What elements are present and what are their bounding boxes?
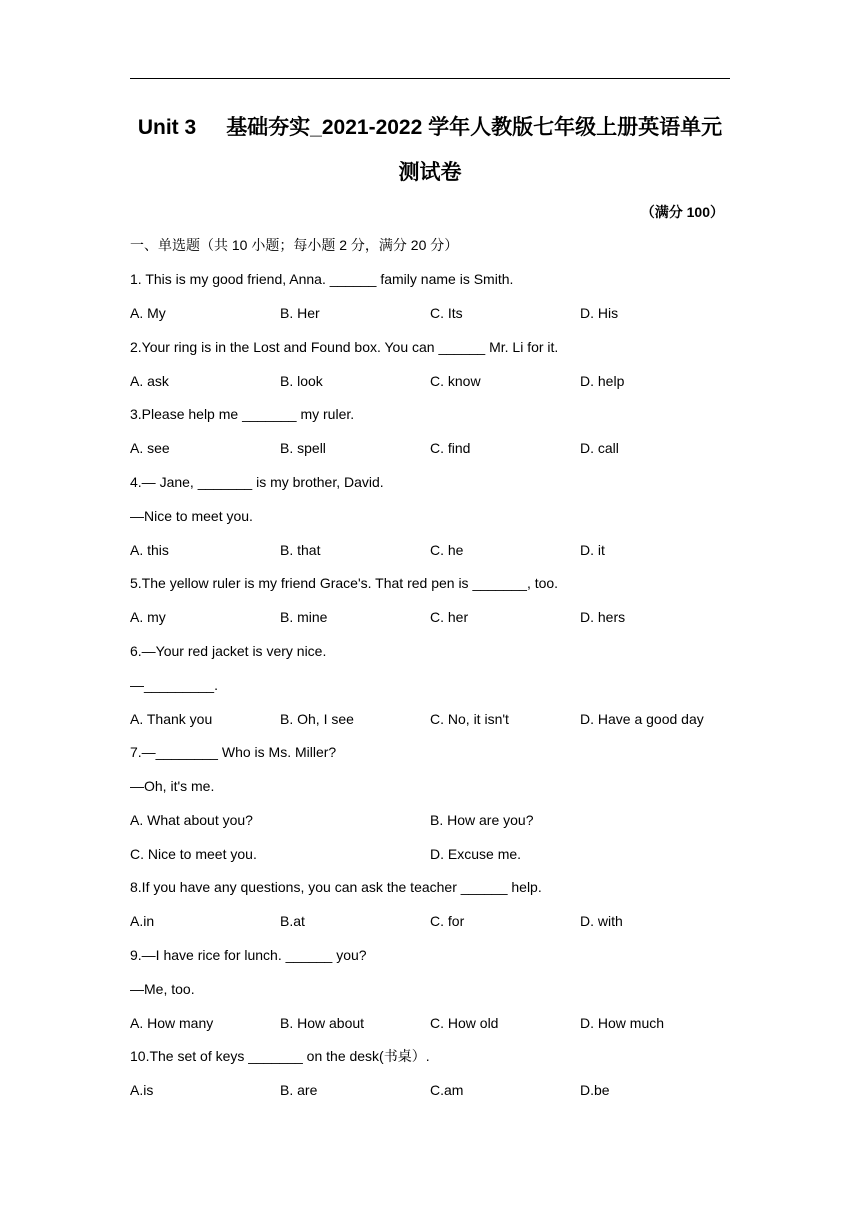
question-9-reply: —Me, too. xyxy=(130,981,195,997)
q2-option-b: B. look xyxy=(280,373,323,389)
q4-option-b: B. that xyxy=(280,542,321,558)
q6-option-b: B. Oh, I see xyxy=(280,711,354,727)
page-title xyxy=(130,113,730,143)
question-6-reply: —_________. xyxy=(130,677,218,693)
header-rule xyxy=(130,78,730,79)
q10-option-d: D.be xyxy=(580,1082,610,1098)
q2-option-d: D. help xyxy=(580,373,625,389)
q1-option-d: D. His xyxy=(580,305,619,321)
q9-option-b: B. How about xyxy=(280,1015,365,1031)
q4-option-d: D. it xyxy=(580,542,605,558)
q7-option-d: D. Excuse me. xyxy=(430,846,522,862)
q10-option-c: C.am xyxy=(430,1082,464,1098)
q8-option-c: C. for xyxy=(430,913,465,929)
q1-option-a: A. My xyxy=(130,305,166,321)
q10-option-b: B. are xyxy=(280,1082,318,1098)
q8-option-b: B.at xyxy=(280,913,305,929)
q6-option-a: A. Thank you xyxy=(130,711,213,727)
q7-option-c: C. Nice to meet you. xyxy=(130,846,257,862)
q1-option-c: C. Its xyxy=(430,305,463,321)
section-heading: 一、单选题（共 10 小题；每小题 2 分，满分 20 分） xyxy=(130,237,459,253)
question-4-reply: —Nice to meet you. xyxy=(130,508,253,524)
q5-option-b: B. mine xyxy=(280,609,328,625)
q10-option-a: A.is xyxy=(130,1082,154,1098)
q3-option-b: B. spell xyxy=(280,440,326,456)
q2-option-a: A. ask xyxy=(130,373,169,389)
q9-option-d: D. How much xyxy=(580,1015,665,1031)
title-main: 基础夯实_2021-2022 学年人教版七年级上册英语单元 xyxy=(226,116,723,139)
q4-option-c: C. he xyxy=(430,542,464,558)
q8-option-d: D. with xyxy=(580,913,623,929)
question-9: 9.—I have rice for lunch. ______ you? xyxy=(130,947,367,963)
full-score: （满分 100） xyxy=(640,204,724,220)
q6-option-d: D. Have a good day xyxy=(580,711,704,727)
q8-option-a: A.in xyxy=(130,913,155,929)
question-6: 6.—Your red jacket is very nice. xyxy=(130,643,327,659)
q5-option-a: A. my xyxy=(130,609,166,625)
q4-option-a: A. this xyxy=(130,542,169,558)
q5-option-c: C. her xyxy=(430,609,469,625)
page-title-line2: 测试卷 xyxy=(398,161,462,184)
q9-option-c: C. How old xyxy=(430,1015,499,1031)
q3-option-a: A. see xyxy=(130,440,170,456)
q1-option-b: B. Her xyxy=(280,305,320,321)
question-8: 8.If you have any questions, you can ask the teacher ______ help. xyxy=(130,879,542,895)
q7-option-b: B. How are you? xyxy=(430,812,534,828)
question-1: 1. This is my good friend, Anna. ______ family name is Smith. xyxy=(130,271,514,287)
q9-option-a: A. How many xyxy=(130,1015,214,1031)
question-2: 2.Your ring is in the Lost and Found box. You can ______ Mr. Li for it. xyxy=(130,339,559,355)
q7-option-a: A. What about you? xyxy=(130,812,253,828)
question-7-reply: —Oh, it's me. xyxy=(130,778,215,794)
q2-option-c: C. know xyxy=(430,373,481,389)
q3-option-c: C. find xyxy=(430,440,471,456)
question-4: 4.— Jane, _______ is my brother, David. xyxy=(130,474,384,490)
question-10: 10.The set of keys _______ on the desk(书桌）. xyxy=(130,1048,430,1064)
question-5: 5.The yellow ruler is my friend Grace's. That red pen is _______, too. xyxy=(130,575,559,591)
title-unit: Unit 3 xyxy=(137,116,197,139)
q3-option-d: D. call xyxy=(580,440,619,456)
q5-option-d: D. hers xyxy=(580,609,626,625)
question-3: 3.Please help me _______ my ruler. xyxy=(130,406,355,422)
question-7: 7.—________ Who is Ms. Miller? xyxy=(130,744,337,760)
q6-option-c: C. No, it isn't xyxy=(430,711,509,727)
